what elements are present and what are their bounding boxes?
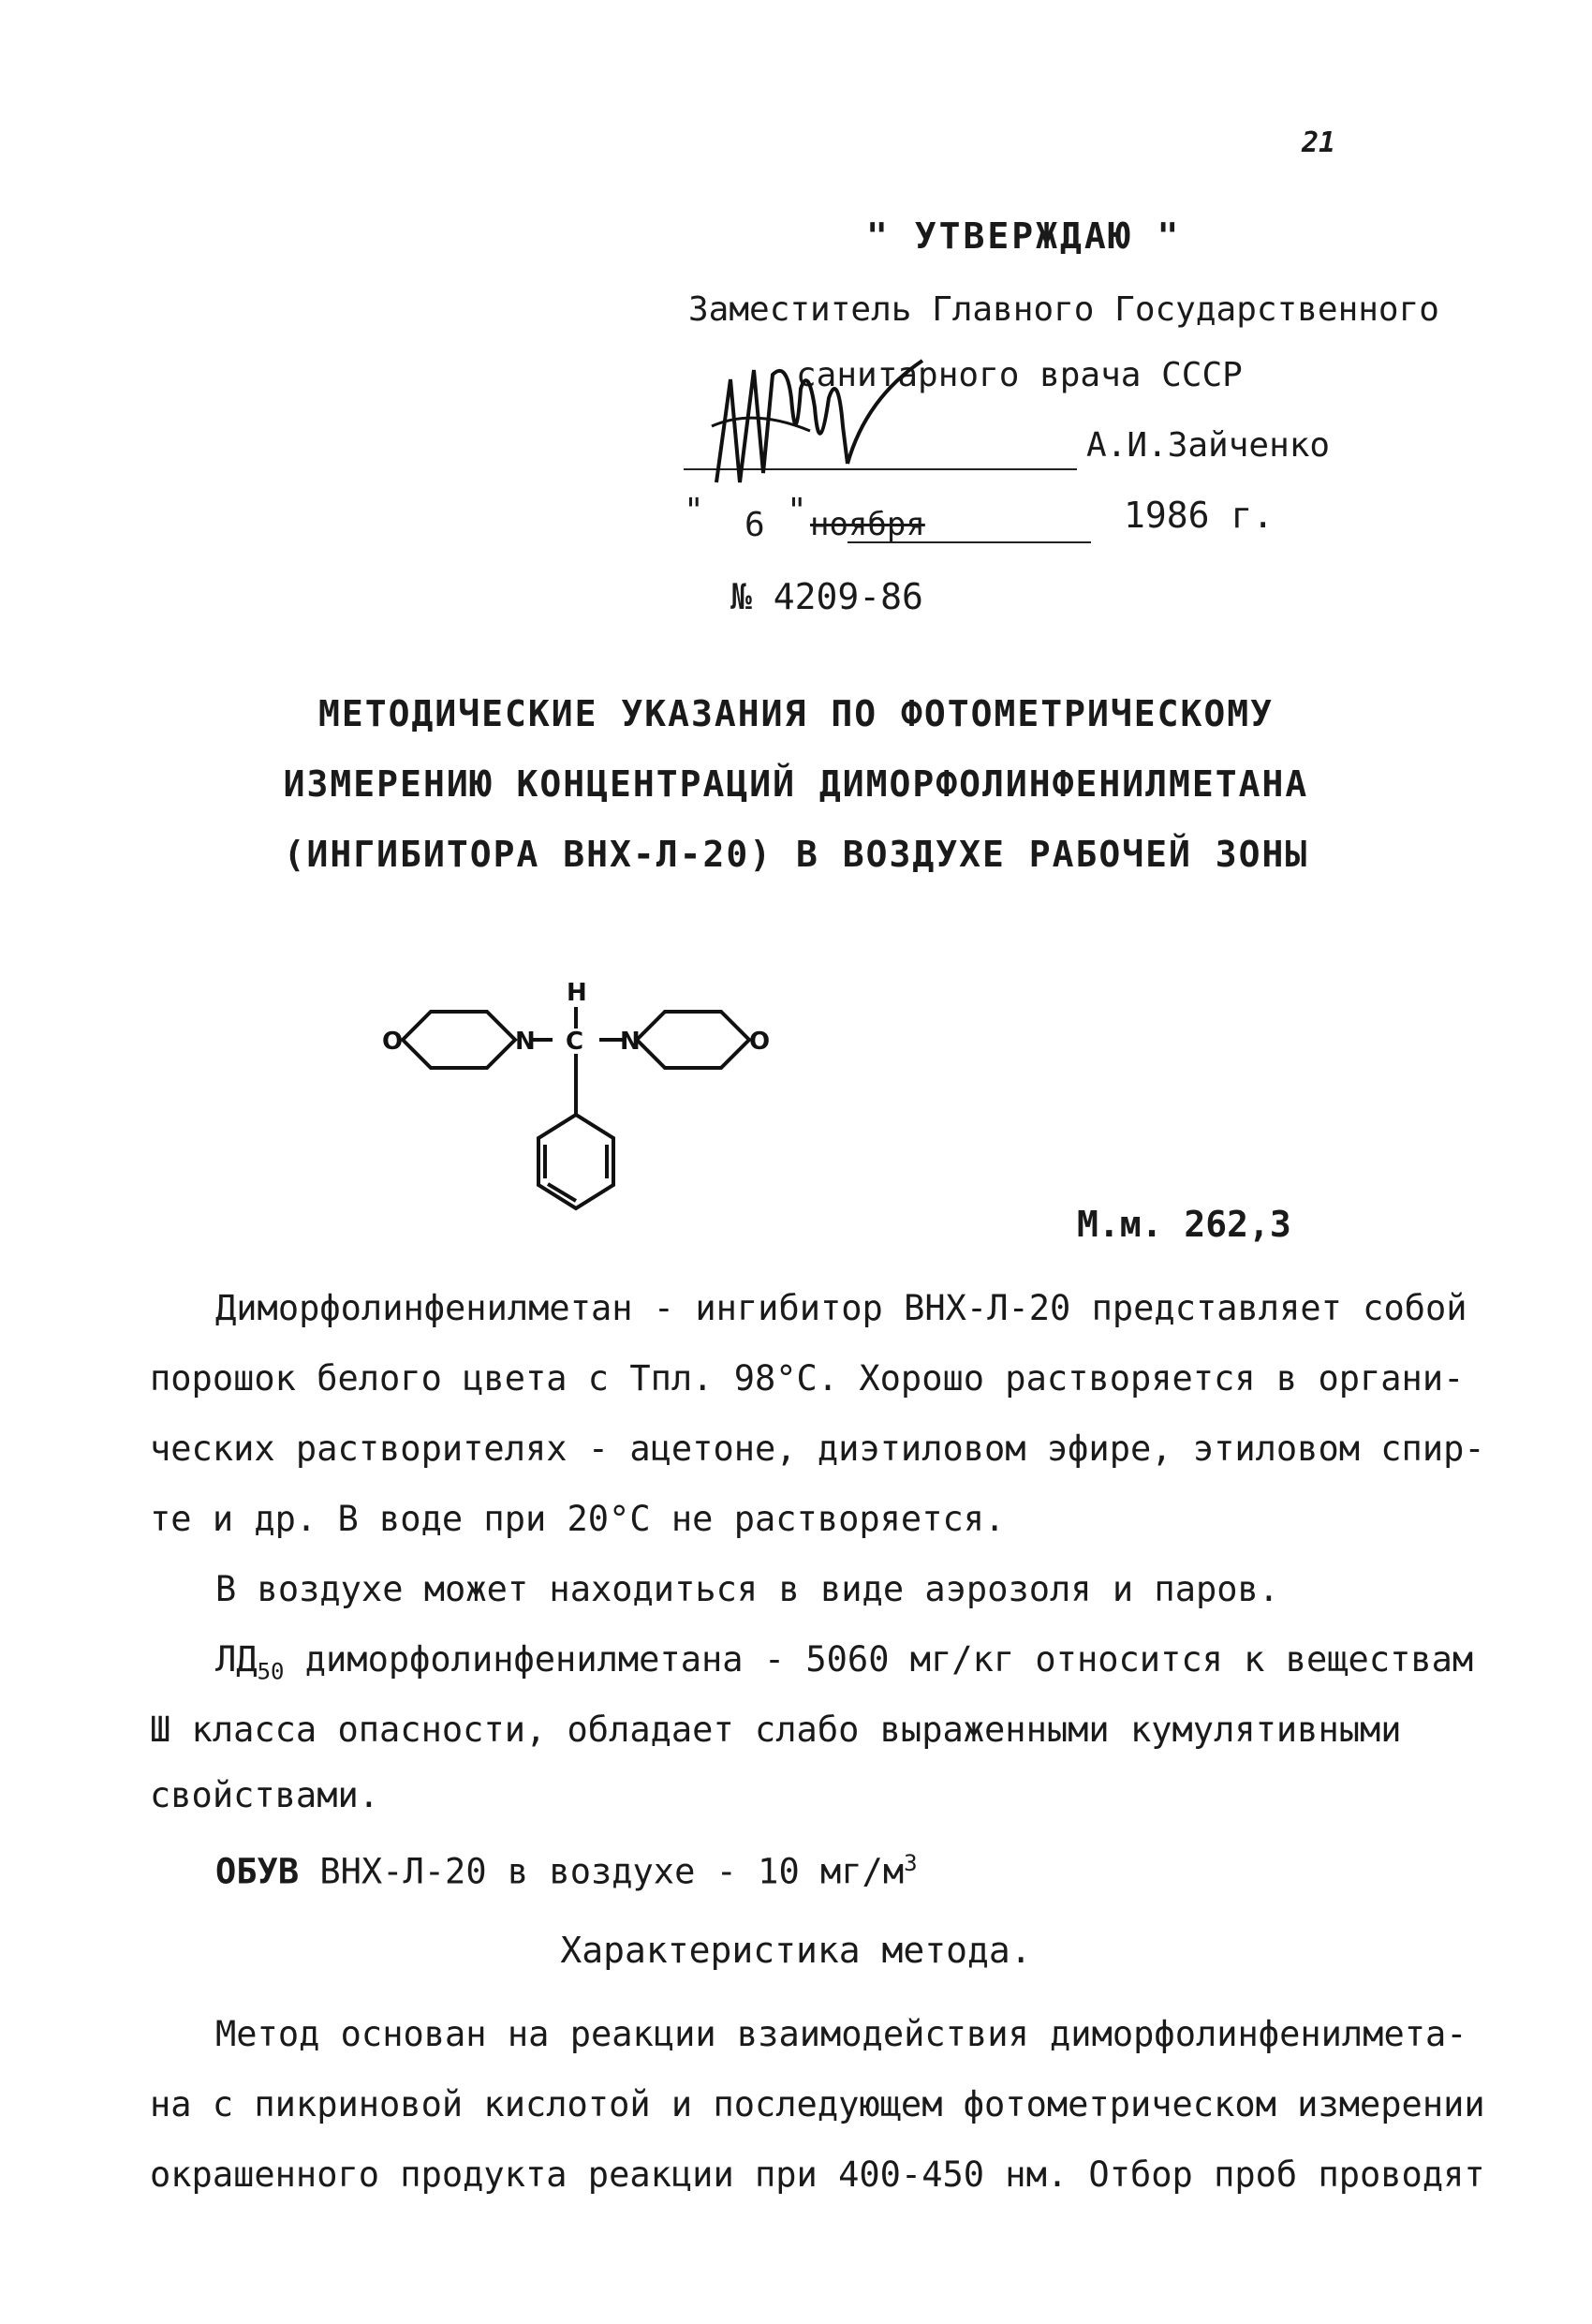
ld-label: ЛД xyxy=(215,1639,258,1680)
obuv-line xyxy=(215,1850,918,1891)
approval-heading: " УТВЕРЖДАЮ " xyxy=(866,215,1182,257)
body-line: В воздухе может находиться в виде аэрозоля и паров. xyxy=(215,1569,1280,1609)
obuv-superscript: 3 xyxy=(904,1850,918,1876)
atom-n-left: N xyxy=(515,1028,536,1056)
atom-n-right: N xyxy=(620,1028,641,1056)
atom-c: C xyxy=(566,1028,584,1056)
approval-position-cont: санитарного врача СССР xyxy=(796,356,1243,394)
body-line: свойствами. xyxy=(150,1775,380,1815)
date-close-quote: " xyxy=(787,492,807,530)
date-year: 1986 г. xyxy=(1124,495,1275,536)
structural-formula xyxy=(375,974,777,1236)
left-morpholine-ring xyxy=(403,1012,515,1068)
document-title-line-2: ИЗМЕРЕНИЮ КОНЦЕНТРАЦИЙ ДИМОРФОЛИНФЕНИЛМЕТАНА xyxy=(283,763,1309,805)
obuv-label: ОБУВ xyxy=(215,1851,300,1892)
approval-position: Заместитель Главного Государственного xyxy=(688,290,1439,329)
page-number: 21 xyxy=(1302,126,1336,159)
obuv-text: ВНХ-Л-20 в воздухе - 10 мг/м xyxy=(299,1851,905,1892)
date-month: ноября xyxy=(810,506,925,543)
body-line: ческих растворителях - ацетоне, диэтиловом эфире, этиловом спир- xyxy=(150,1428,1485,1469)
document-title-line-3: (ИНГИБИТОРА ВНХ-Л-20) В ВОЗДУХЕ РАБОЧЕЙ ЗОНЫ xyxy=(283,834,1309,875)
date-underline xyxy=(848,541,1091,543)
body-line: Ш класса опасности, обладает слабо выраженными кумулятивными xyxy=(150,1710,1402,1750)
method-line: на с пикриновой кислотой и последующем фотометрическом измерении xyxy=(150,2084,1485,2124)
atom-h: H xyxy=(567,979,587,1007)
method-line: Метод основан на реакции взаимодействия диморфолинфенилмета- xyxy=(215,2014,1467,2054)
method-line: окрашенного продукта реакции при 400-450 нм. Отбор проб проводят xyxy=(150,2154,1485,2195)
right-morpholine-ring xyxy=(637,1012,749,1068)
phenyl-ring xyxy=(538,1115,613,1208)
body-line: порошок белого цвета с Тпл. 98°С. Хорошо растворяется в органи- xyxy=(150,1358,1465,1399)
document-number: № 4209-86 xyxy=(730,576,923,617)
date-day: 6 xyxy=(744,506,765,544)
atom-o-right: O xyxy=(749,1028,771,1056)
document-title-line-1: МЕТОДИЧЕСКИЕ УКАЗАНИЯ ПО ФОТОМЕТРИЧЕСКОМУ xyxy=(318,693,1274,734)
atom-o-left: O xyxy=(382,1028,404,1056)
ld-subscript: 50 xyxy=(257,1658,285,1685)
molecular-weight: М.м. 262,3 xyxy=(1077,1204,1291,1245)
section-heading: Характеристика метода. xyxy=(560,1930,1032,1971)
toxicity-line xyxy=(215,1639,1473,1684)
ld-text: диморфолинфенилметана - 5060 мг/кг относится к веществам xyxy=(284,1639,1474,1680)
body-line: Диморфолинфенилметан - ингибитор ВНХ-Л-20 представляет собой xyxy=(215,1288,1467,1328)
approver-name: А.И.Зайченко xyxy=(1086,426,1331,465)
body-line: те и др. В воде при 20°С не растворяется. xyxy=(150,1499,1006,1539)
handwritten-signature xyxy=(698,342,941,520)
date-open-quote: " xyxy=(684,492,704,530)
